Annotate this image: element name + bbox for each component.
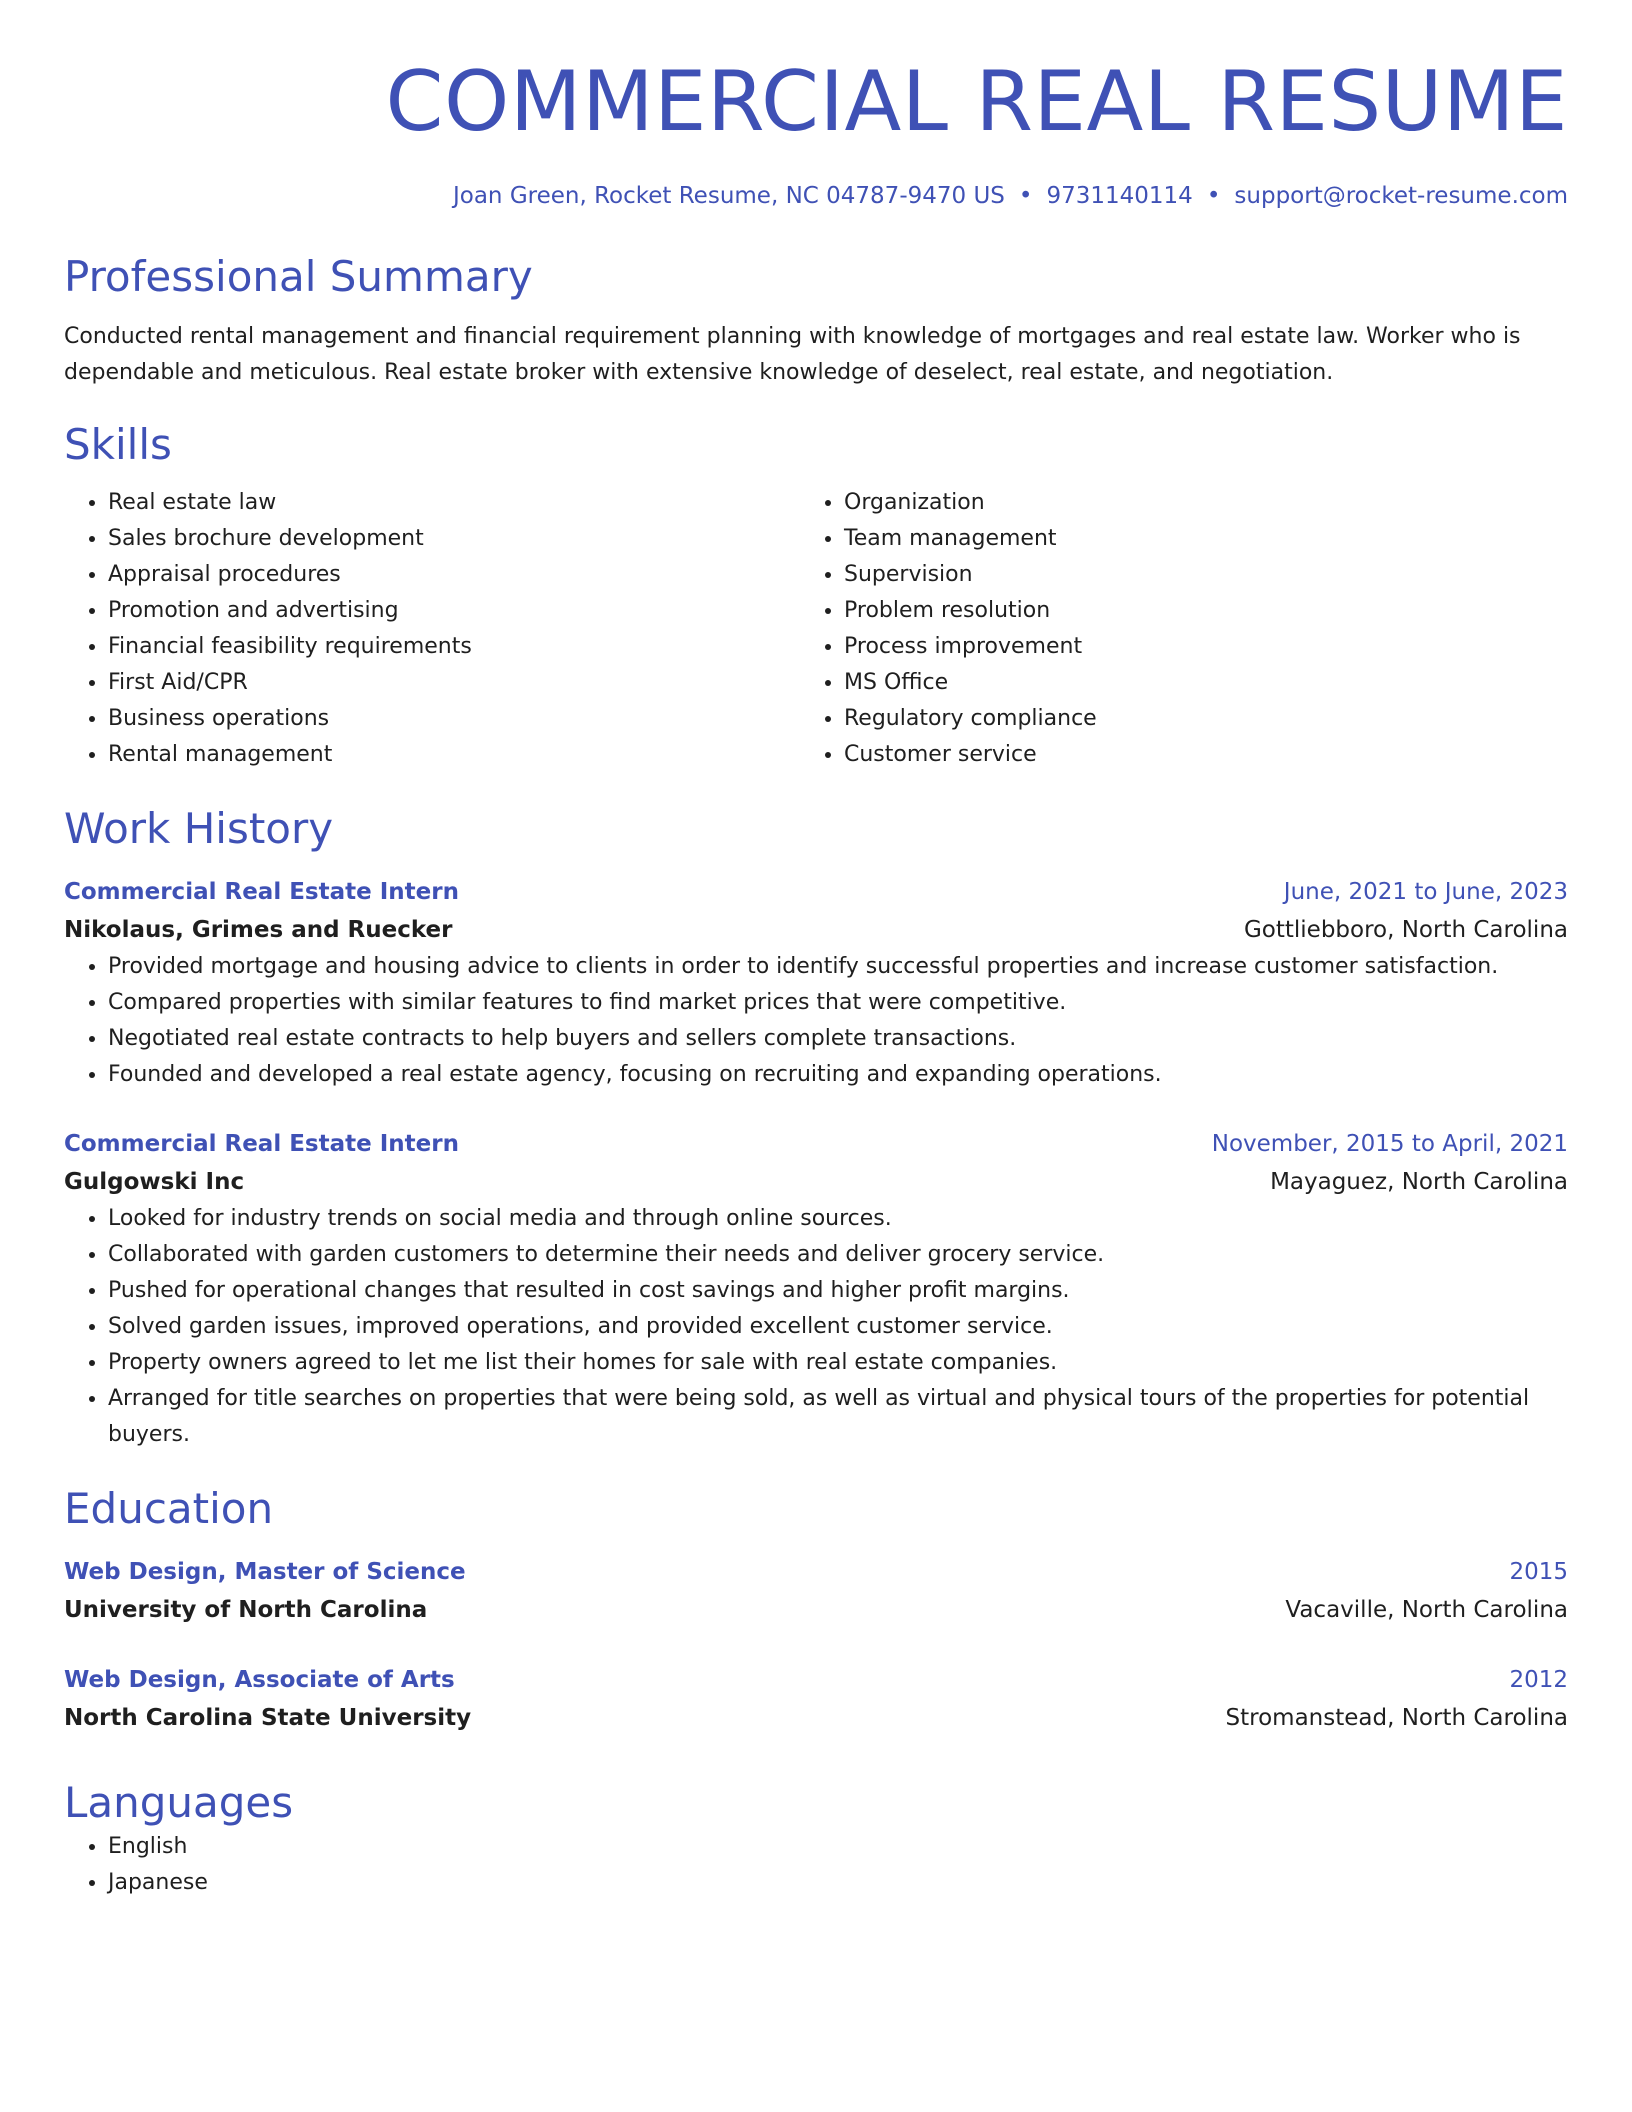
education-school: North Carolina State University <box>64 1705 472 1731</box>
education-degree: Web Design, Master of Science <box>64 1559 466 1585</box>
skill-item: • Financial feasibility requirements <box>108 629 800 665</box>
skill-item: • Organization <box>844 485 1536 521</box>
skill-item: • Process improvement <box>844 629 1536 665</box>
skills-list-right <box>800 485 1536 773</box>
education-year: 2015 <box>1509 1559 1568 1585</box>
job-entry <box>64 1125 1568 1453</box>
job-dates: November, 2015 to April, 2021 <box>1211 1131 1568 1157</box>
job-org-row <box>64 1163 1568 1201</box>
language-item: • English <box>108 1829 1568 1865</box>
job-bullet: • Founded and developed a real estate agency, focusing on recruiting and expanding operations. <box>108 1057 1568 1093</box>
job-bullet: • Compared properties with similar features to find market prices that were competitive. <box>108 985 1568 1021</box>
summary-heading: Professional Summary <box>64 252 533 301</box>
job-company: Gulgowski Inc <box>64 1169 245 1195</box>
education-entry <box>64 1661 1568 1737</box>
contact-line <box>64 181 1568 211</box>
education-school-row <box>64 1591 1568 1629</box>
skills-column-left <box>64 485 800 773</box>
summary-text: Conducted rental management and financial requirement planning with knowledge of mortgages and real estate law. Worker who is dependable and meticulous. Real estate broker with extensive knowledge of deselect, real estate, and negotiation. <box>64 324 1521 385</box>
resume-title: COMMERCIAL REAL RESUME <box>385 53 1568 150</box>
skill-item: • MS Office <box>844 665 1536 701</box>
languages-list <box>64 1829 1568 1901</box>
job-bullet: • Arranged for title searches on properties that were being sold, as well as virtual and physical tours of the properties for potential buyers. <box>108 1381 1568 1453</box>
education-entry <box>64 1553 1568 1629</box>
skill-item: • Regulatory compliance <box>844 701 1536 737</box>
language-item: • Japanese <box>108 1865 1568 1901</box>
contact-separator: • <box>1018 183 1033 209</box>
job-location: Gottliebboro, North Carolina <box>1243 917 1568 943</box>
contact-separator: • <box>1206 183 1221 209</box>
job-bullet: • Collaborated with garden customers to determine their needs and deliver grocery service. <box>108 1237 1568 1273</box>
job-bullet: • Property owners agreed to let me list their homes for sale with real estate companies. <box>108 1345 1568 1381</box>
skill-item: • Problem resolution <box>844 593 1536 629</box>
contact-phone: 9731140114 <box>1046 183 1193 209</box>
job-bullet: • Looked for industry trends on social media and through online sources. <box>108 1201 1568 1237</box>
skill-item: • Team management <box>844 521 1536 557</box>
education-heading: Education <box>64 1484 274 1533</box>
skill-item: • First Aid/CPR <box>108 665 800 701</box>
skill-item: • Sales brochure development <box>108 521 800 557</box>
languages-heading: Languages <box>64 1778 294 1827</box>
job-header-row <box>64 873 1568 911</box>
skills-grid <box>64 485 1568 773</box>
skills-list-left <box>64 485 800 773</box>
skill-item: • Promotion and advertising <box>108 593 800 629</box>
contact-address: Joan Green, Rocket Resume, NC 04787-9470 US <box>452 183 1005 209</box>
work-history-heading: Work History <box>64 804 334 853</box>
education-school-row <box>64 1699 1568 1737</box>
job-title: Commercial Real Estate Intern <box>64 879 459 905</box>
job-bullets <box>64 1201 1568 1453</box>
skills-column-right <box>800 485 1536 773</box>
education-header-row <box>64 1661 1568 1699</box>
job-location: Mayaguez, North Carolina <box>1270 1169 1568 1195</box>
job-bullet: • Provided mortgage and housing advice to clients in order to identify successful properties and increase customer satisfaction. <box>108 949 1568 985</box>
job-title: Commercial Real Estate Intern <box>64 1131 459 1157</box>
education-location: Stromanstead, North Carolina <box>1225 1705 1568 1731</box>
job-bullets <box>64 949 1568 1093</box>
job-company: Nikolaus, Grimes and Ruecker <box>64 917 453 943</box>
skill-item: • Appraisal procedures <box>108 557 800 593</box>
job-bullet: • Solved garden issues, improved operations, and provided excellent customer service. <box>108 1309 1568 1345</box>
education-school: University of North Carolina <box>64 1597 428 1623</box>
education-header-row <box>64 1553 1568 1591</box>
job-header-row <box>64 1125 1568 1163</box>
skill-item: • Real estate law <box>108 485 800 521</box>
job-org-row <box>64 911 1568 949</box>
education-degree: Web Design, Associate of Arts <box>64 1667 455 1693</box>
skill-item: • Rental management <box>108 737 800 773</box>
skill-item: • Supervision <box>844 557 1536 593</box>
job-bullet: • Negotiated real estate contracts to help buyers and sellers complete transactions. <box>108 1021 1568 1057</box>
education-location: Vacaville, North Carolina <box>1285 1597 1568 1623</box>
job-dates: June, 2021 to June, 2023 <box>1283 879 1568 905</box>
job-entry <box>64 873 1568 1093</box>
skill-item: • Customer service <box>844 737 1536 773</box>
skill-item: • Business operations <box>108 701 800 737</box>
education-year: 2012 <box>1509 1667 1568 1693</box>
skills-heading: Skills <box>64 420 172 469</box>
job-bullet: • Pushed for operational changes that resulted in cost savings and higher profit margins. <box>108 1273 1568 1309</box>
contact-email: support@rocket-resume.com <box>1234 183 1568 209</box>
